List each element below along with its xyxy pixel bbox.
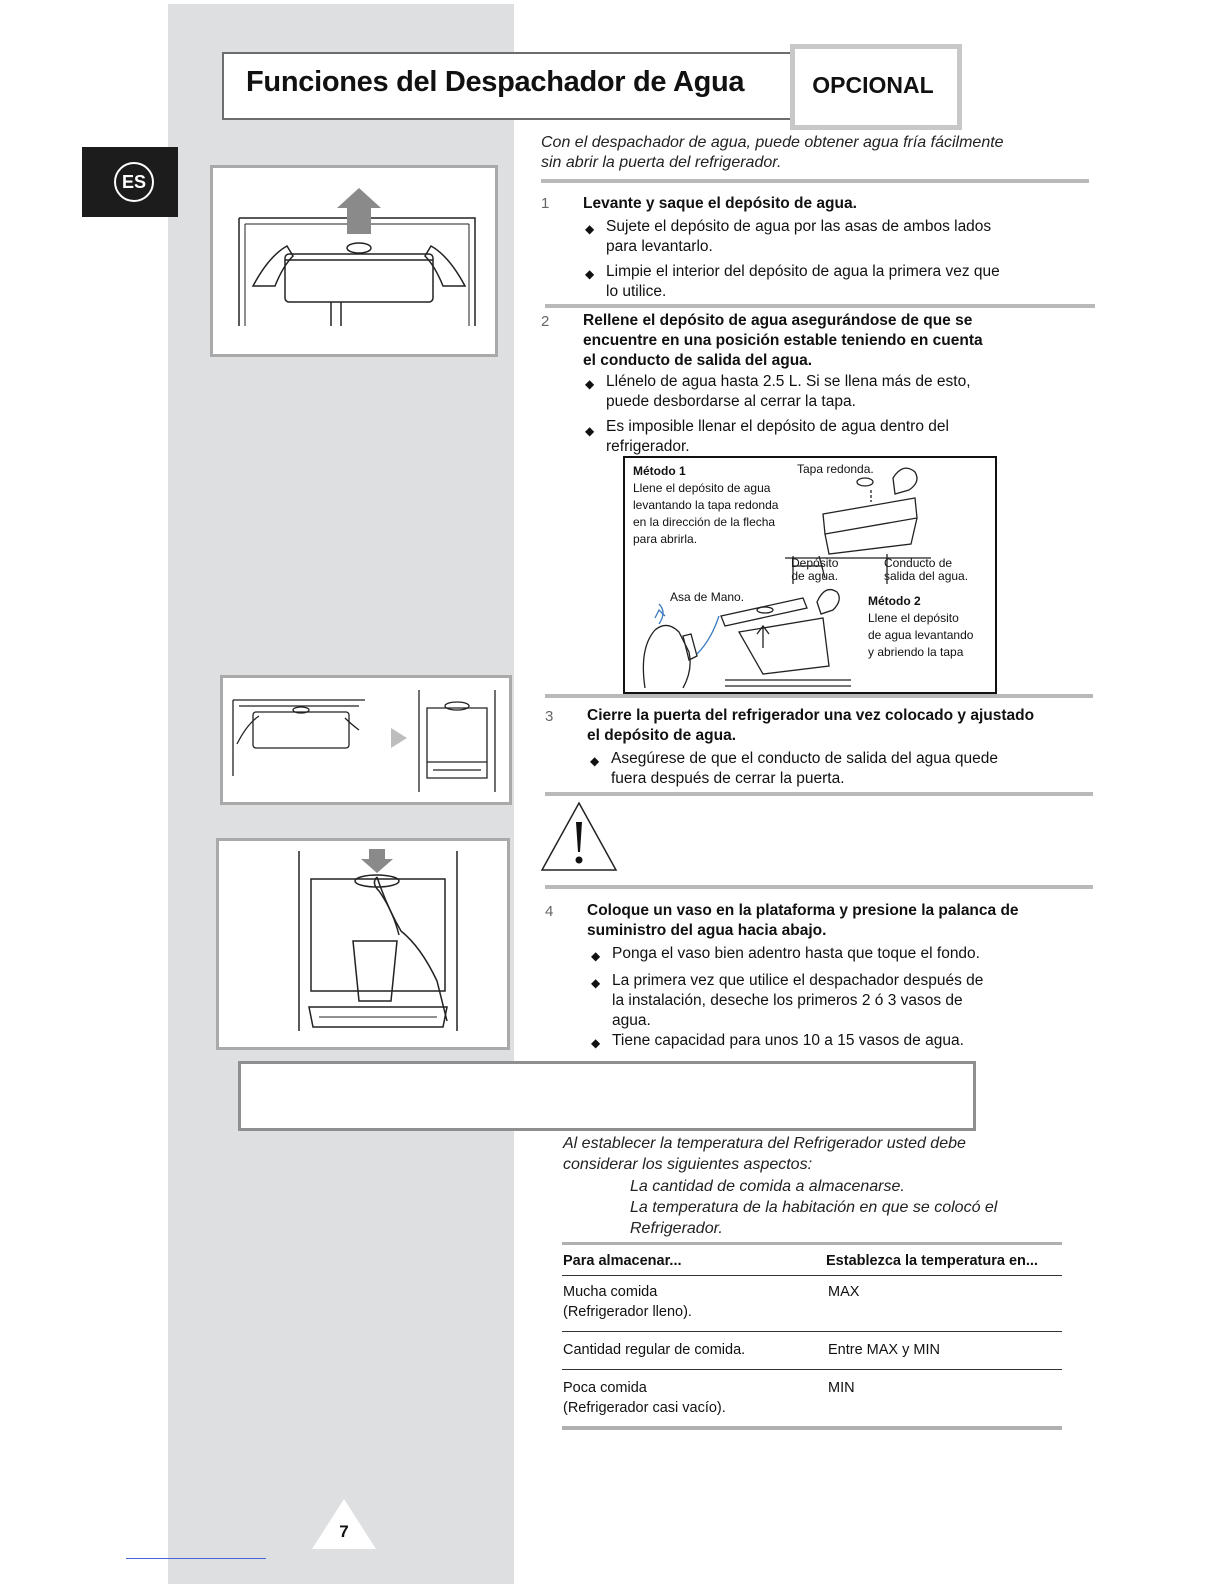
table-row: Poca comida (Refrigerador casi vacío). xyxy=(563,1380,726,1416)
step4-illustration xyxy=(216,838,510,1050)
temperature-intro: Al establecer la temperatura del Refrigerador usted debe considerar los siguientes aspectos: La cantidad de comida a almacenarse. La temperatura de la habitación en que se colocó el Refrigerador. xyxy=(563,1133,1043,1239)
step-heading: Cierre la puerta del refrigerador una vez colocado y ajustado el depósito de agua. xyxy=(587,707,1035,744)
table-bottom-rule xyxy=(562,1426,1062,1430)
intro-line: Con el despachador de agua, puede obtener agua fría fácilmente xyxy=(541,134,1004,151)
step-number: 3 xyxy=(545,708,554,725)
page-number: 7 xyxy=(339,1522,349,1541)
bullet-text: ◆ Tiene capacidad para unos 10 a 15 vasos de agua. xyxy=(612,1031,964,1051)
divider xyxy=(545,694,1093,698)
diamond-bullet-icon: ◆ xyxy=(591,976,601,990)
divider xyxy=(545,885,1093,889)
filling-illustration xyxy=(625,458,995,692)
step-number: 4 xyxy=(545,903,554,920)
method1-text: Método 1 Llene el depósito de agua levantando la tapa redonda en la dirección de la flecha para abrirla. xyxy=(633,464,779,546)
step-number: 1 xyxy=(541,195,550,212)
table-rule xyxy=(562,1369,1062,1370)
bullet-text: ◆ Limpie el interior del depósito de agua la primera vez que lo utilice. xyxy=(585,263,1000,300)
intro-text xyxy=(541,133,1061,173)
bullet-text: ◆ Sujete el depósito de agua por las asas de ambos lados para levantarlo. xyxy=(585,218,992,255)
divider xyxy=(545,792,1093,796)
footer-link-line xyxy=(126,1558,266,1559)
step-heading: Coloque un vaso en la plataforma y presione la palanca de suministro del agua hacia abajo. xyxy=(587,902,1019,939)
optional-badge: OPCIONAL xyxy=(812,72,934,98)
divider xyxy=(545,304,1095,308)
round-lid-label: Tapa redonda. xyxy=(797,462,874,476)
lift-tank-illustration xyxy=(213,168,495,354)
method2-text: Método 2 Llene el depósito de agua levantando y abriendo la tapa xyxy=(868,594,974,659)
table-row: Mucha comida (Refrigerador lleno). xyxy=(563,1284,692,1320)
page-title: Funciones del Despachador de Agua xyxy=(246,66,745,98)
step-number: 2 xyxy=(541,313,550,330)
outlet-label: Conducto de salida del agua. xyxy=(884,556,969,583)
table-cell-setting: Entre MAX y MIN xyxy=(828,1342,940,1358)
divider xyxy=(541,179,1089,183)
table-row: Cantidad regular de comida. xyxy=(563,1342,746,1358)
step3-illustration xyxy=(220,675,512,805)
bullet-text: ◆ Ponga el vaso bien adentro hasta que toque el fondo. xyxy=(612,944,980,964)
diamond-bullet-icon: ◆ xyxy=(585,222,595,236)
table-cell-setting: MAX xyxy=(828,1284,860,1300)
diamond-bullet-icon: ◆ xyxy=(585,424,595,438)
table-rule xyxy=(562,1275,1062,1276)
bullet-text: ◆ Asegúrese de que el conducto de salida del agua quede fuera después de cerrar la puerta. xyxy=(590,750,998,787)
filling-diagram xyxy=(623,456,997,694)
aspect-item: La temperatura de la habitación en que se colocó el xyxy=(630,1199,998,1216)
table-top-rule xyxy=(562,1242,1062,1245)
table-header-store: Para almacenar... xyxy=(563,1253,682,1269)
step1-illustration xyxy=(210,165,498,357)
aspect-item: Refrigerador. xyxy=(630,1220,723,1237)
step-heading: Rellene el depósito de agua asegurándose de que se encuentre en una posición estable teniendo en cuenta el conducto de salida del agua. xyxy=(583,312,983,369)
close-door-illustration xyxy=(223,678,509,802)
language-tab-label: ES xyxy=(114,162,154,202)
table-cell-setting: MIN xyxy=(828,1380,855,1396)
diamond-bullet-icon: ◆ xyxy=(590,754,600,768)
bullet-text: ◆ La primera vez que utilice el despachador después de la instalación, deseche los primeros 2 ó 3 vasos de agua. xyxy=(591,972,984,1029)
table-header-setting: Establezca la temperatura en... xyxy=(826,1253,1038,1269)
diamond-bullet-icon: ◆ xyxy=(591,1036,601,1050)
bullet-text: ◆ Es imposible llenar el depósito de agua dentro del refrigerador. xyxy=(585,418,949,455)
note-box xyxy=(238,1061,976,1131)
tank-label: Depósito de agua. xyxy=(791,556,839,583)
aspect-item: La cantidad de comida a almacenarse. xyxy=(630,1178,905,1195)
table-rule xyxy=(562,1331,1062,1332)
bullet-text: ◆ Llénelo de agua hasta 2.5 L. Si se llena más de esto, puede desbordarse al cerrar la tapa. xyxy=(585,373,971,410)
diamond-bullet-icon: ◆ xyxy=(585,377,595,391)
handle-label: Asa de Mano. xyxy=(670,590,745,604)
warning-icon xyxy=(539,800,619,874)
intro-line: sin abrir la puerta del refrigerador. xyxy=(541,154,782,171)
dispense-water-illustration xyxy=(219,841,507,1047)
diamond-bullet-icon: ◆ xyxy=(591,949,601,963)
diamond-bullet-icon: ◆ xyxy=(585,267,595,281)
step-heading: Levante y saque el depósito de agua. xyxy=(583,195,857,212)
